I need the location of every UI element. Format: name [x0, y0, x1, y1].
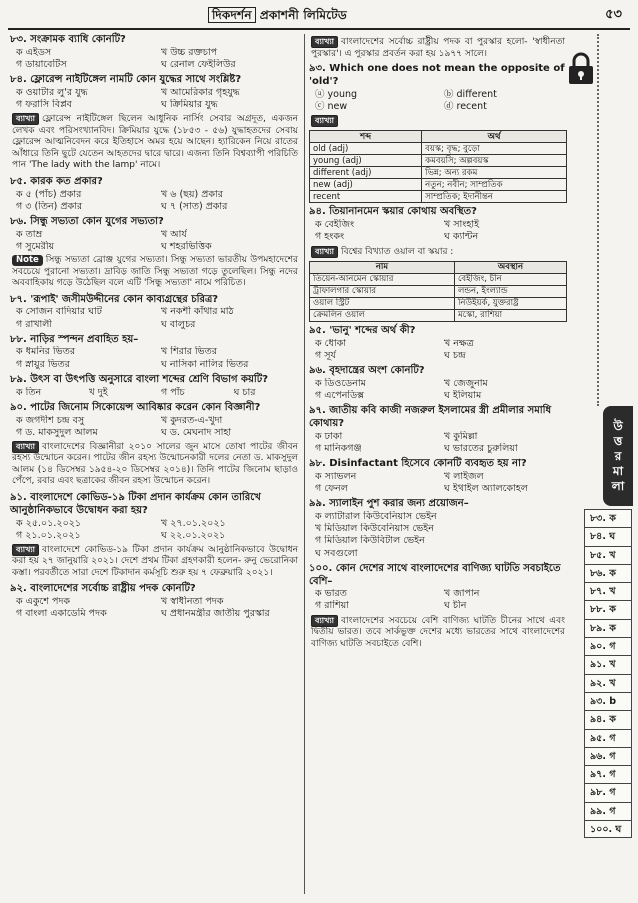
table-row — [310, 274, 567, 286]
question-block — [10, 216, 300, 291]
question-block — [309, 365, 567, 402]
option-b[interactable]: খ কুদরত-এ-খুদা — [161, 414, 223, 426]
option-b[interactable]: খ জেজুনাম — [444, 377, 488, 389]
options — [309, 471, 567, 495]
option-a[interactable]: ক জগদীশ চন্দ্র বসু — [16, 414, 85, 426]
option-d[interactable]: ঘ বালুচর — [161, 318, 196, 330]
options — [309, 588, 567, 612]
answer-key-item: ৯০. গ — [584, 637, 632, 655]
explanation-93 — [309, 114, 567, 129]
option-b[interactable]: ⓑ different — [444, 88, 497, 100]
table-cell: নতুন; নবীন; সাম্প্রতিক — [422, 179, 567, 191]
question-block — [309, 405, 567, 455]
table-cell: ওয়াল স্ট্রিট — [310, 298, 455, 310]
table-cell: তিয়েন-আনমেন স্কোয়ার — [310, 274, 455, 286]
question-text: ৯০. পাটের জিনোম সিকোয়েন্স আবিষ্কার করেন কোন বিজ্ঞানী? — [10, 401, 261, 413]
answer-key-list — [584, 509, 632, 838]
option-c[interactable]: গ পাঁচ — [161, 386, 185, 398]
options — [10, 346, 300, 370]
question-block — [10, 402, 300, 489]
option-c[interactable]: গ হংকং — [315, 231, 345, 243]
question-block — [10, 176, 300, 213]
table-cell: বয়স্ক; বৃদ্ধ; বুড়ো — [422, 143, 567, 155]
option-b[interactable]: খ ৬ (ছয়) প্রকার — [161, 188, 223, 200]
page-header — [8, 6, 630, 30]
table-header-row — [310, 262, 567, 274]
question-block — [309, 498, 567, 559]
explanation-tag: ব্যাখ্যা — [311, 246, 338, 258]
question-text: ৯৯. স্যালাইন পুশ করার জন্য প্রয়োজন– — [309, 498, 469, 510]
question-text: ৮৫. কারক কত প্রকার? — [10, 175, 103, 187]
options — [309, 431, 567, 455]
explanation-tag: ব্যাখ্যা — [311, 615, 338, 627]
table-row — [310, 167, 567, 179]
option-d[interactable]: ঘ শহরভিত্তিক — [161, 240, 212, 252]
question-block — [309, 325, 567, 362]
explanation-text: ফ্লোরেন্স নাইটিঙ্গেল ছিলেন আধুনিক নার্সিং সেবার অগ্রদূত, একজন লেখক এবং পরিসংখ্যানবিদ। ক্রিমিয়ার যুদ্ধে (১৮৫৩ - ৫৬) যুদ্ধাহতদের সেবায় ফ্লোরেন্স আত্মনিবেদন করে ইতিহাসে অমর হয়ে আছেন। হ্যারিকেন নিয়ে রাতের আঁধারে তিনি ছুটে যেতেন আহতদের দ্বারে দ্বারে। এজন্য তিনি বিশ্বব্যাপী পরিচিতি পান 'The lady with the lamp' নামে। — [12, 114, 298, 171]
option-a[interactable]: ক সোজন বাদিয়ার ঘাট — [16, 306, 102, 318]
explanation — [10, 440, 300, 489]
options — [10, 47, 300, 71]
option-a[interactable]: ক তিন — [16, 386, 42, 398]
right-column — [309, 34, 567, 654]
question-block — [10, 74, 300, 173]
explanation-92 — [309, 35, 567, 61]
option-b[interactable]: খ স্বাধীনতা পদক — [161, 596, 224, 608]
option-b[interactable]: খ মিডিয়াল কিউবেনিয়াস ভেইন — [315, 523, 434, 535]
question-block — [10, 492, 300, 580]
option-a[interactable]: ক ডিওডেনাম — [315, 377, 366, 389]
publisher-name — [208, 8, 347, 23]
option-c[interactable]: গ সুমেরীয় — [16, 240, 55, 252]
table-cell: ক্রেমলিন ওয়াল — [310, 310, 455, 322]
table-header: নাম — [310, 262, 455, 274]
explanation — [10, 543, 300, 581]
right-questions — [309, 325, 567, 651]
option-d[interactable]: ঘ রেনাল ফেইলিউর — [161, 58, 236, 70]
option-a[interactable]: ক এইডস — [16, 46, 52, 58]
options — [10, 387, 300, 399]
explanation-tag: ব্যাখ্যা — [12, 113, 39, 125]
options — [10, 189, 300, 213]
option-c[interactable]: গ ডায়াবেটিস — [16, 58, 67, 70]
explanation — [10, 254, 300, 291]
option-a[interactable]: ক ঢাকা — [315, 430, 343, 442]
question-block — [10, 34, 300, 71]
options — [309, 219, 567, 243]
table-row — [310, 143, 567, 155]
option-b[interactable]: খ নকশী কাঁথার মাঠ — [161, 306, 234, 318]
option-c[interactable]: গ মিডিয়াল কিউবিটাল ভেইন — [315, 535, 425, 547]
option-d[interactable]: ঘ প্রধানমন্ত্রীর জাতীয় পুরস্কার — [161, 608, 270, 620]
option-c[interactable]: গ ২১.০১.২০২১ — [16, 529, 81, 541]
word-meaning-table — [309, 130, 567, 203]
option-a[interactable]: ক ল্যাটারাল কিউবেনিয়াস ভেইন — [315, 511, 437, 523]
option-b[interactable]: খ আমেরিকার গৃহযুদ্ধ — [161, 86, 240, 98]
options — [10, 415, 300, 439]
explanation-tag: ব্যাখ্যা — [311, 115, 338, 127]
table-cell: recent — [310, 191, 422, 203]
table-header-row — [310, 131, 567, 143]
publisher-label: প্রকাশনী লিমিটেড — [259, 8, 347, 22]
explanation-text: বাংলাদেশে কোভিড-১৯ টিকা প্রদান কার্যক্রম আনুষ্ঠানিকভাবে উদ্বোধন করা হয় ২৭ জানুয়ারি ২০২১। দেশে প্রথম টিকা গ্রহণকারী হলেন- রুনু ভেরোনিকা কস্তা। পরবর্তীতে সারা দেশে টিকাদান কর্মসূচি শুরু হয় ৭ ফেব্রুয়ারি ২০২১। — [12, 544, 298, 578]
explanation-text: বাংলাদেশের সবচেয়ে বেশি বাণিজ্য ঘাটতি চীনের সাথে এবং দ্বিতীয় ভারত। তবে সার্কভুক্ত দেশের মধ্যে ভারতের সাথে বাংলাদেশের বাণিজ্য ঘাটতি সবচাইতে বেশি। — [311, 615, 565, 649]
table-cell: different (adj) — [310, 167, 422, 179]
option-a[interactable]: ক ধমনির ভিতর — [16, 346, 76, 358]
option-d[interactable]: ঘ সবগুলো — [315, 547, 358, 559]
question-text: ৯৬. বৃহদান্ত্রের অংশ কোনটি? — [309, 365, 425, 377]
option-d[interactable]: ঘ চীন — [444, 600, 467, 612]
option-d[interactable]: ঘ নাসিকা নালির ভিতর — [161, 358, 249, 370]
explanation-text: সিন্ধু সভ্যতা ব্রোঞ্জ যুগের সভ্যতা। সিন্ধু সভ্যতা ভারতীয় উপমহাদেশের সবচেয়ে পুরানো সভ্যতা। দ্রাবিড় জাতি সিন্ধু সভ্যতা গড়ে তুলেছিল। সিন্ধু নদের অববাহিকায় গড়ে উঠেছিল বলে এটি 'সিন্ধু সভ্যতা' নামে পরিচিত। — [12, 255, 298, 289]
option-d[interactable]: ঘ চন্দ্র — [444, 350, 466, 362]
table-cell: কমবয়সি; অল্পবয়স্ক — [422, 155, 567, 167]
table-row — [310, 191, 567, 203]
explanation — [10, 112, 300, 173]
explanation-94 — [309, 245, 567, 260]
option-a[interactable]: ক ভারত — [315, 588, 347, 600]
option-b[interactable]: খ জাপান — [444, 588, 480, 600]
option-c[interactable]: গ ফরাসি বিপ্লব — [16, 99, 72, 111]
option-c[interactable]: গ ৩ (তিন) প্রকার — [16, 200, 83, 212]
option-d[interactable]: ঘ ভারতের চুরুলিয়া — [444, 443, 518, 455]
answer-key-item: ৮৯. ক — [584, 619, 632, 637]
table-cell: সাম্প্রতিক; ইদানীন্তন — [422, 191, 567, 203]
option-c[interactable]: গ সূর্য — [315, 350, 336, 362]
option-a[interactable]: ক তাম্র — [16, 228, 43, 240]
option-c[interactable]: গ এপেনডিক্স — [315, 390, 365, 402]
explanation-tag: ব্যাখ্যা — [12, 441, 39, 453]
option-b[interactable]: খ কুমিল্লা — [444, 430, 478, 442]
question-block — [309, 458, 567, 495]
question-text: ৯২. বাংলাদেশের সর্বোচ্চ রাষ্ট্রীয় পদক কোনটি? — [10, 583, 196, 595]
option-a[interactable]: ক একুশে পদক — [16, 596, 71, 608]
explanation-text: বাংলাদেশের বিজ্ঞানীরা ২০১০ সালের জুন মাসে তোষা পাটের জীবন রহস্য উন্মোচন করেন। পাটের জীন রহস্য উন্মোচনকারী দলের নেতা ড. মাকসুদুল আলম (১৪ ডিসেম্বর ১৯৫৪-২০ ডিসেম্বর ২০১৪)। তিনি পাটের জিনোম ছাড়াও পেঁপে, রবার এবং ছত্রাকের জীবন রহস্য উন্মোচন করেন। — [12, 441, 298, 487]
tab-letter: উ — [613, 418, 623, 433]
question-text: ১০০. কোন দেশের সাথে বাংলাদেশের বাণিজ্য ঘাটতি সবচাইতে বেশি– — [309, 562, 561, 587]
column-divider — [304, 34, 305, 894]
famous-squares-table — [309, 261, 567, 322]
option-a[interactable]: ক ৫ (পাঁচ) প্রকার — [16, 188, 82, 200]
answer-key-item: ৮৭. খ — [584, 582, 632, 600]
option-d[interactable]: ঘ ক্যান্টন — [444, 231, 479, 243]
answer-key-item: ৯৫. গ — [584, 729, 632, 747]
question-text: ৯৫. 'ভানু' শব্দের অর্থ কী? — [309, 325, 416, 337]
option-d[interactable]: ঘ ২২.০১.২০২১ — [161, 529, 226, 541]
question-block — [309, 563, 567, 651]
option-b[interactable]: খ ২৭.০১.২০২১ — [161, 517, 226, 529]
question-block — [10, 374, 300, 399]
option-d[interactable]: ঘ ইথাইল অ্যালকোহল — [444, 483, 528, 495]
answer-key-item: ৮৪. ঘ — [584, 527, 632, 545]
answer-key-item: ১০০. ঘ — [584, 820, 632, 838]
tab-letter: লা — [611, 478, 625, 493]
option-b[interactable]: খ সাংহাই — [444, 219, 480, 231]
option-d[interactable]: ঘ ক্রিমিয়ার যুদ্ধ — [161, 99, 218, 111]
option-b[interactable]: খ আর্য — [161, 228, 187, 240]
option-a[interactable]: ⓐ young — [315, 88, 358, 100]
answer-key-item: ৮৩. ক — [584, 509, 632, 527]
option-d[interactable]: ঘ চার — [233, 386, 256, 398]
question-text: ৮৪. ফ্লোরেন্স নাইটিঙ্গেল নামটি কোন যুদ্ধের সাথে সংশ্লিষ্ট? — [10, 74, 242, 86]
tab-letter: মা — [612, 463, 624, 478]
table-cell: ভিন্ন; অন্য রকম — [422, 167, 567, 179]
question-text: ৮৬. সিন্ধু সভ্যতা কোন যুগের সভ্যতা? — [10, 215, 164, 227]
options — [10, 518, 300, 542]
explanation-tag: ব্যাখ্যা — [311, 36, 338, 48]
table-cell: old (adj) — [310, 143, 422, 155]
table-row — [310, 155, 567, 167]
option-c[interactable]: গ ড. মাকসুদুল আলম — [16, 426, 98, 438]
option-d[interactable]: ঘ ড. মেঘনাদ সাহা — [161, 426, 232, 438]
table-row — [310, 310, 567, 322]
question-block — [10, 294, 300, 331]
answer-key-item: ৮৫. খ — [584, 546, 632, 564]
question-93 — [309, 63, 567, 203]
answer-key-item: ৯২. খ — [584, 674, 632, 692]
answer-key-item: ৮৮. ক — [584, 600, 632, 618]
table-cell: নিউইয়র্ক, যুক্তরাষ্ট্র — [454, 298, 566, 310]
options — [309, 338, 567, 362]
explanation-tag: ব্যাখ্যা — [12, 544, 39, 556]
option-a[interactable]: ক স্যাভলন — [315, 471, 357, 482]
option-a[interactable]: ক বেইজিং — [315, 219, 355, 231]
answer-key-item: ৮৬. ক — [584, 564, 632, 582]
option-a[interactable]: ক ২৫.০১.২০২১ — [16, 517, 82, 529]
table-cell: ট্রাফালগার স্কোয়ার — [310, 286, 455, 298]
padlock-icon — [567, 52, 595, 86]
question-text: ৯৩. Which one does not mean the opposite of 'old'? — [309, 63, 565, 87]
answer-key-item: ৯৪. ক — [584, 710, 632, 728]
table-row — [310, 179, 567, 191]
option-b[interactable]: খ দুই — [88, 386, 108, 398]
options — [10, 87, 300, 111]
margin-dotted-rule — [597, 34, 599, 406]
question-text: ৯৪. তিয়ানানমেন স্কয়ার কোথায় অবস্থিত? — [309, 206, 477, 218]
answer-key-tab — [603, 406, 633, 506]
tab-letter: র — [614, 448, 622, 463]
answer-key-item: ৯১. খ — [584, 655, 632, 673]
option-c[interactable]: ⓒ new — [315, 100, 348, 112]
options — [10, 596, 300, 620]
question-text: ৮৩. সংক্রামক ব্যাধি কোনটি? — [10, 34, 126, 45]
publisher-logo-text: দিকদর্শন — [208, 7, 256, 23]
question-block — [10, 583, 300, 620]
question-94 — [309, 206, 567, 322]
option-d[interactable]: ⓓ recent — [444, 100, 487, 112]
table-header: অর্থ — [422, 131, 567, 143]
question-text: ৯৭. জাতীয় কবি কাজী নজরুল ইসলামের স্ত্রী প্রমীলার সমাধি কোথায়? — [309, 405, 552, 430]
table-caption: বিশ্বের বিখ্যাত ওয়াল বা স্কয়ার : — [341, 246, 454, 257]
option-d[interactable]: ঘ ৭ (সাত) প্রকার — [161, 200, 228, 212]
table-row — [310, 286, 567, 298]
answer-key-item: ৯৯. গ — [584, 802, 632, 820]
question-text: ৮৯. উৎস বা উৎপত্তি অনুসারে বাংলা শব্দের শ্রেণি বিভাগ কয়টি? — [10, 373, 269, 385]
option-d[interactable]: ঘ ইলিয়াম — [444, 390, 482, 402]
table-cell: লন্ডন, ইংল্যান্ড — [454, 286, 566, 298]
explanation — [309, 614, 567, 652]
option-b[interactable]: খ লাইজল — [444, 471, 484, 482]
page-number: ৫৩ — [605, 7, 622, 22]
option-c[interactable]: গ স্নায়ুর ভিতর — [16, 358, 71, 370]
answer-key-item: ৯৭. গ — [584, 765, 632, 783]
option-c[interactable]: গ ফেনল — [315, 483, 348, 495]
answer-key-item: ৯৮. গ — [584, 783, 632, 801]
option-b[interactable]: খ উচ্চ রক্তচাপ — [161, 46, 218, 58]
table-cell: মস্কো, রাশিয়া — [454, 310, 566, 322]
table-cell: বেইজিং, চীন — [454, 274, 566, 286]
table-cell: young (adj) — [310, 155, 422, 167]
option-a[interactable]: ক ওয়াটার লু'র যুদ্ধ — [16, 86, 88, 98]
options — [309, 378, 567, 402]
table-header: শব্দ — [310, 131, 422, 143]
option-b[interactable]: খ শিরার ভিতর — [161, 346, 217, 358]
question-text: ৯১. বাংলাদেশে কোভিড-১৯ টিকা প্রদান কার্যক্রম কোন তারিখে আনুষ্ঠানিকভাবে উদ্বোধন করা হয়? — [10, 491, 261, 516]
answer-key-item: ৯৬. গ — [584, 747, 632, 765]
tab-letter: ত্ত — [613, 433, 623, 448]
option-c[interactable]: গ বাংলা একাডেমি পদক — [16, 608, 107, 620]
answer-key-item: ৯৩. b — [584, 692, 632, 710]
table-row — [310, 298, 567, 310]
options — [10, 229, 300, 253]
question-block — [10, 334, 300, 371]
option-b[interactable]: খ নক্ষত্র — [444, 337, 474, 349]
option-a[interactable]: ক ধোকা — [315, 337, 347, 349]
options — [309, 511, 567, 560]
table-cell: new (adj) — [310, 179, 422, 191]
option-c[interactable]: গ রাশিয়া — [315, 600, 349, 612]
options — [10, 306, 300, 330]
option-c[interactable]: গ রাখালী — [16, 318, 53, 330]
options — [309, 89, 567, 113]
note-tag: Note — [12, 255, 43, 266]
left-column — [10, 34, 300, 623]
question-text: ৯৮. Disinfactant হিসেবে কোনটি ব্যবহৃত হয় না? — [309, 458, 527, 470]
question-text: ৮৭. 'রূপাই' জসীমউদ্দীনের কোন কাব্যগ্রন্থের চরিত্র? — [10, 293, 219, 305]
explanation-text: বাংলাদেশের সর্বোচ্চ রাষ্ট্রীয় পদক বা পুরস্কার হলো- 'স্বাধীনতা পুরস্কার'। এ পুরস্কার প্রবর্তন করা হয় ১৯৭৭ সালে। — [311, 37, 565, 59]
option-c[interactable]: গ মানিকগঞ্জ — [315, 443, 362, 455]
question-text: ৮৮. নাড়ির স্পন্দন প্রবাহিত হয়– — [10, 333, 139, 345]
table-header: অবস্থান — [454, 262, 566, 274]
